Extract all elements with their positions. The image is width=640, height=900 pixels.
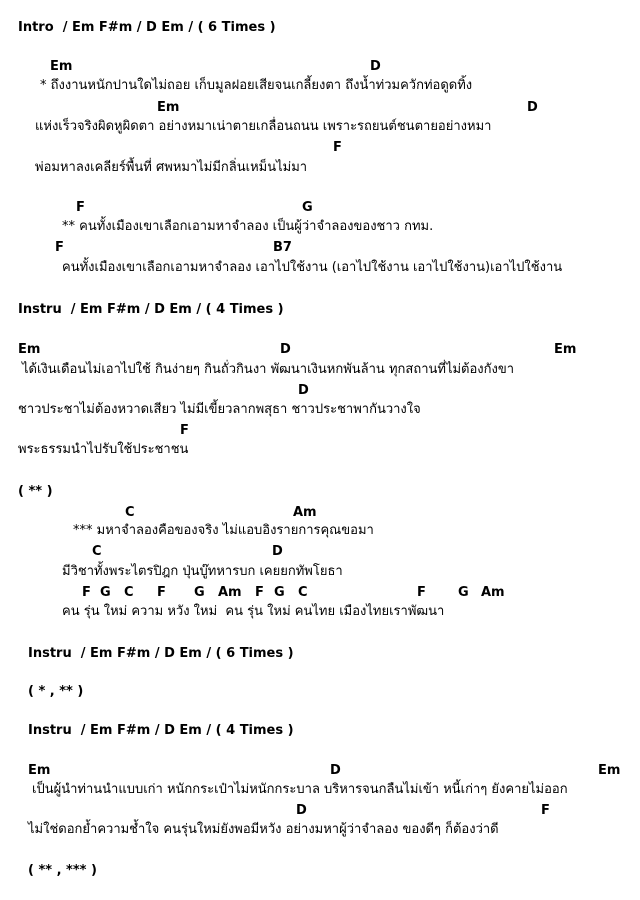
lyric-line: ชาวประชาไม่ต้องหวาดเสียว ไม่มีเขี้ยวลากพสุธา ชาวประชาพากันวางใจ	[18, 402, 421, 417]
chord: F	[76, 200, 85, 215]
chord: F	[333, 140, 342, 155]
lyric-line: ได้เงินเดือนไม่เอาไปใช้ กินง่ายๆ กินถั่วกินงา พัฒนาเงินหกพันล้าน ทุกสถานที่ไม่ต้องกังขา	[22, 362, 515, 377]
chord: Em	[28, 763, 51, 778]
instru-heading: Instru / Em F#m / D Em / ( 4 Times )	[28, 723, 294, 738]
chord: D	[527, 100, 538, 115]
lyric-line: แห่งเร็วจริงผิดหูผิดตา อย่างหมาเน่าตายเกลื่อนถนน เพราะรถยนต์ชนตายอย่างหมา	[35, 119, 492, 134]
chord: Em	[50, 59, 73, 74]
chord: D	[330, 763, 341, 778]
chord: G	[100, 585, 111, 600]
chord: C	[298, 585, 308, 600]
instru-heading: Instru / Em F#m / D Em / ( 6 Times )	[28, 646, 294, 661]
chord: D	[280, 342, 291, 357]
chord: Am	[481, 585, 505, 600]
chord: F	[255, 585, 264, 600]
chord: F	[180, 423, 189, 438]
intro-heading: Intro / Em F#m / D Em / ( 6 Times )	[18, 20, 276, 35]
chord: F	[82, 585, 91, 600]
chord: D	[370, 59, 381, 74]
chord: F	[417, 585, 426, 600]
chord: G	[458, 585, 469, 600]
chord: F	[157, 585, 166, 600]
lyric-line: พระธรรมนำไปรับใช้ประชาชน	[18, 442, 189, 457]
chord: C	[124, 585, 134, 600]
chord: Am	[218, 585, 242, 600]
lyric-line: ไม่ใช่ดอกย้ำความช้ำใจ คนรุ่นใหม่ยังพอมีหวัง อย่างมหาผู้ว่าจำลอง ของดีๆ ก็ต้องว่าดี	[28, 822, 499, 837]
chord: G	[302, 200, 313, 215]
lyric-line: พ่อมหาลงเคลียร์พื้นที่ ศพหมาไม่มีกลิ่นเหม็นไม่มา	[35, 160, 308, 175]
repeat-marker: ( ** )	[18, 484, 53, 499]
chord: D	[298, 383, 309, 398]
lyric-line: * ถึงงานหนักปานใดไม่ถอย เก็บมูลฝอยเสียจนเกลี้ยงตา ถึงน้ำท่วมควักท่อดูดทิ้ง	[40, 78, 473, 93]
chord: F	[55, 240, 64, 255]
lyric-line: คน รุ่น ใหม่ ความ หวัง ใหม่ คน รุ่น ใหม่ คนไทย เมืองไทยเราพัฒนา	[62, 604, 445, 619]
chord: C	[92, 544, 102, 559]
chord: C	[125, 505, 135, 520]
chord: Em	[18, 342, 41, 357]
chord: G	[194, 585, 205, 600]
chord: Em	[598, 763, 621, 778]
lyric-line: มีวิชาทั้งพระไตรปิฎก ปุ่นบู๊ทหารบก เคยยกทัพโยธา	[62, 564, 343, 579]
chord: Em	[157, 100, 180, 115]
chord: D	[272, 544, 283, 559]
lyric-line: ** คนทั้งเมืองเขาเลือกเอามหาจำลอง เป็นผู้ว่าจำลองของชาว กทม.	[62, 219, 434, 234]
chord: B7	[273, 240, 292, 255]
chord: Em	[554, 342, 577, 357]
chord: F	[541, 803, 550, 818]
instru-heading: Instru / Em F#m / D Em / ( 4 Times )	[18, 302, 284, 317]
chord: G	[274, 585, 285, 600]
lyric-line: *** มหาจำลองคือของจริง ไม่แอบอิงรายการคุณขอมา	[73, 523, 374, 538]
lyric-line: เป็นผู้นำท่านนำแบบเก่า หนักกระเป๋าไม่หนักกระบาล บริหารจนกลืนไม่เข้า หนี้เก่าๆ ยังคายไม่ออก	[32, 782, 568, 797]
lyric-line: คนทั้งเมืองเขาเลือกเอามหาจำลอง เอาไปใช้งาน (เอาไปใช้งาน เอาไปใช้งาน)เอาไปใช้งาน	[62, 260, 563, 275]
repeat-marker: ( ** , *** )	[28, 863, 97, 878]
repeat-marker: ( * , ** )	[28, 684, 84, 699]
chord: D	[296, 803, 307, 818]
chord: Am	[293, 505, 317, 520]
